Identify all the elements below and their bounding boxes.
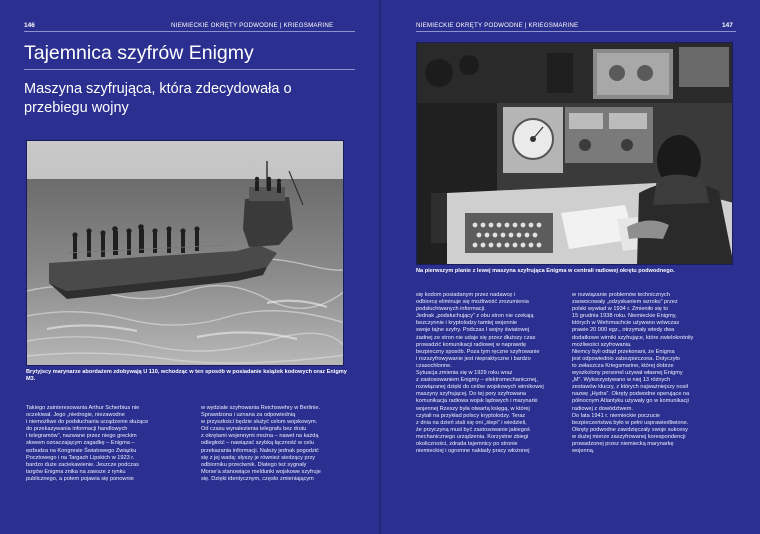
right-column-1-lines <box>416 292 576 455</box>
text-line: i niemożliwe do podsłuchania urządzenie służące <box>26 419 149 426</box>
submarine-photo-illustration <box>27 141 344 366</box>
text-line: dodatkowe wirniki szyfrujące, które zwielokrotniły <box>572 334 694 341</box>
text-line: i telegramów”, nazwane przez niego greckim <box>26 433 137 440</box>
text-line: niemieckiej i ogromne nakłady pracy włożonej <box>416 448 530 455</box>
text-line: radiowej z dowództwem. <box>572 405 633 412</box>
text-line: „M”. Wykorzystywano w niej 13 różnych <box>572 377 671 384</box>
text-line: polski wywiad w 1934 r. Zmieniło się to <box>572 306 669 313</box>
right-photo-caption: Na pierwszym planie z lewej maszyna szyfrująca Enigma w centrali radiowej okrętu podwodnego. <box>416 268 675 274</box>
right-page <box>380 0 760 534</box>
text-line: nazwę „Hydra”. Okręty podwodne operujące na <box>572 391 690 398</box>
text-line: targów Enigma znika na zawsze z rynku <box>26 468 126 475</box>
text-line: Pocztowego i na Targach Lipskich w 1923 r. <box>26 454 135 461</box>
text-line: słowem oznaczającym zagadkę – Enigma – <box>26 440 135 447</box>
text-line: Od czasu wynalezienia telegrafu bez drutu <box>201 426 307 433</box>
right-running-head: NIEMIECKIE OKRĘTY PODWODNE | KRIEGSMARINE <box>416 22 579 29</box>
text-line: mechanicznego urządzenia. Korzystne zbiegi <box>416 433 529 440</box>
text-line: z dnia na dzień stali się oni „ślepi” i wiedzieli, <box>416 419 527 426</box>
text-line: i rozszyfrowywanie jest niepraktyczne i bardzo <box>416 355 531 362</box>
text-line: do przekazywania informacji handlowych <box>26 426 128 433</box>
radio-room-illustration <box>417 43 733 265</box>
text-line: wzbudza na Kongresie Światowego Związku <box>26 447 137 454</box>
text-line: w rozwiązanie problemów technicznych <box>572 292 670 298</box>
chapter-subtitle: Maszyna szyfrująca, która zdecydowała o przebiegu wojny <box>24 81 292 116</box>
text-line: oczekiwał. Jego „niedrogie, niezawodne <box>26 412 125 419</box>
text-line: swoje tajne szyfry. Podczas I wojny światowej <box>416 327 530 334</box>
text-line: Morse'a stanowiące meldunki wojskowe szyfruje <box>201 468 321 475</box>
text-line: żadnej ze stron nie udaje się przez dłuższy czas <box>416 334 536 341</box>
text-line: odbiorcę eliminuje się możliwość zrozumienia <box>416 299 529 306</box>
text-line: jest odpowiednio zabezpieczona. Dotyczyło <box>572 355 680 362</box>
text-line: prawie 20 000 egz., otrzymały wtedy dwa <box>572 327 675 334</box>
text-line: okoliczności, zdrada tajemnicy po stronie <box>416 440 518 447</box>
text-line: odległość – nawiązać szybką łączność w celu <box>201 440 314 447</box>
right-header-rule <box>416 31 736 32</box>
text-line: podsłuchiwanych informacji. <box>416 306 486 313</box>
left-column-2-lines <box>201 405 361 483</box>
text-line: publicznego, a potem pojawia się ponownie <box>26 475 134 482</box>
text-line: Do lata 1941 r. niemieckie poczucie <box>572 412 660 419</box>
left-header-rule <box>24 31 355 32</box>
text-line: z okrętami wojennymi można – nawet na każdą <box>201 433 319 440</box>
left-photo-caption: Brytyjscy marynarze abordażem zdobywają U 110, wchodząc w ten sposób w posiadanie książek kodowych oraz Enigmy M3. <box>26 369 347 383</box>
text-line: możliwości szyfrowania. <box>572 341 632 348</box>
text-line: Okręty podwodne zawdzięczały swoje sukcesy <box>572 426 688 433</box>
title-rule <box>24 69 355 70</box>
left-text-column-1 <box>26 405 186 483</box>
text-line: komunikacja radiowa wojsk lądowych i marynarki <box>416 398 538 405</box>
radio-room-photo <box>416 42 733 265</box>
text-line: czytali na przykład polscy kryptolodzy. Teraz <box>416 412 526 419</box>
text-line: północnym Atlantyku używały go w komunikacji <box>572 398 689 405</box>
text-line: się z jej wadą: słyszy je również siedzący przy <box>201 454 316 461</box>
text-line: których w Wehrmachcie używano wówczas <box>572 320 680 327</box>
text-line: Sytuacja zmienia się w 1929 roku wraz <box>416 370 513 377</box>
text-line: zestawów kluczy, z których najważniejszy nosił <box>572 384 688 391</box>
text-line: to zwłaszcza Kriegsmarine, której dobrze <box>572 362 674 369</box>
text-line: Jednak „podsłuchujący” z obu stron nie czekają <box>416 313 534 320</box>
text-line: się kodom posiadanym przez nadawcę i <box>416 292 516 298</box>
text-line: czasochłonne. <box>416 362 452 369</box>
text-line: prowadzić komunikacji radiowej w naprawdę <box>416 341 527 348</box>
text-line: prowadzonej przez niemiecką marynarkę <box>572 440 674 447</box>
left-page-number: 146 <box>24 22 35 29</box>
text-line: bezczynnie i kryptolodzy tamtej wojennie <box>416 320 518 327</box>
right-text-column-2 <box>572 292 742 455</box>
text-line: wyszkolony personel używał własnej Enigmy <box>572 370 683 377</box>
text-line: w wydziale szyfrowania Reichswehry w Berlinie. <box>201 405 321 411</box>
left-column-1-lines <box>26 405 186 483</box>
text-line: bardzo duże zaciekawienie. Jeszcze podczas <box>26 461 139 468</box>
right-column-2-lines <box>572 292 742 455</box>
text-line: wojennej Rzeszy była otwartą księgą, w której <box>416 405 530 412</box>
text-line: wojenną. <box>572 448 595 455</box>
text-line: Takiego zainteresowania Arthur Scherbius nie <box>26 405 140 411</box>
text-line: w dużej mierze zaszyfrowanej korespondencji <box>572 433 686 440</box>
text-line: maszyny szyfrującej. Do tej pory szyfrowana <box>416 391 527 398</box>
chapter-title: Tajemnica szyfrów Enigmy <box>24 42 254 64</box>
left-text-column-2 <box>201 405 361 483</box>
submarine-boarding-photo <box>26 140 344 366</box>
text-line: się. Dzięki identycznym, często zmieniającym <box>201 475 314 482</box>
right-page-number: 147 <box>722 22 733 29</box>
text-line: Sprawdzona i uznana za odpowiednią <box>201 412 296 419</box>
text-line: Niemcy byli odtąd przekonani, że Enigma <box>572 348 675 355</box>
text-line: 15 grudnia 1938 roku. Niemieckie Enigmy, <box>572 313 677 320</box>
right-text-column-1 <box>416 292 576 455</box>
text-line: przekazania informacji. Należy jednak pogodzić <box>201 447 319 454</box>
text-line: rozwiązanej dzięki do celów wojskowych wirnikowej <box>416 384 544 391</box>
text-line: bezpieczny sposób. Poza tym ręczne szyfrowanie <box>416 348 540 355</box>
text-line: zaowocowały „odzyskaniem wzroku” przez <box>572 299 678 306</box>
text-line: z zastosowaniem Enigmy – elektromechanicznej, <box>416 377 538 384</box>
text-line: odbiorniku przeciwnik. Dlatego też sygnały <box>201 461 307 468</box>
left-running-head: NIEMIECKIE OKRĘTY PODWODNE | KRIEGSMARINE <box>171 22 334 29</box>
text-line: w przyszłości będzie służyć celom wojskowym. <box>201 419 318 426</box>
text-line: bezpieczeństwa było w pełni usprawiedliwione. <box>572 419 689 426</box>
text-line: że przyczyną musi być zastosowanie jakiegoś <box>416 426 530 433</box>
